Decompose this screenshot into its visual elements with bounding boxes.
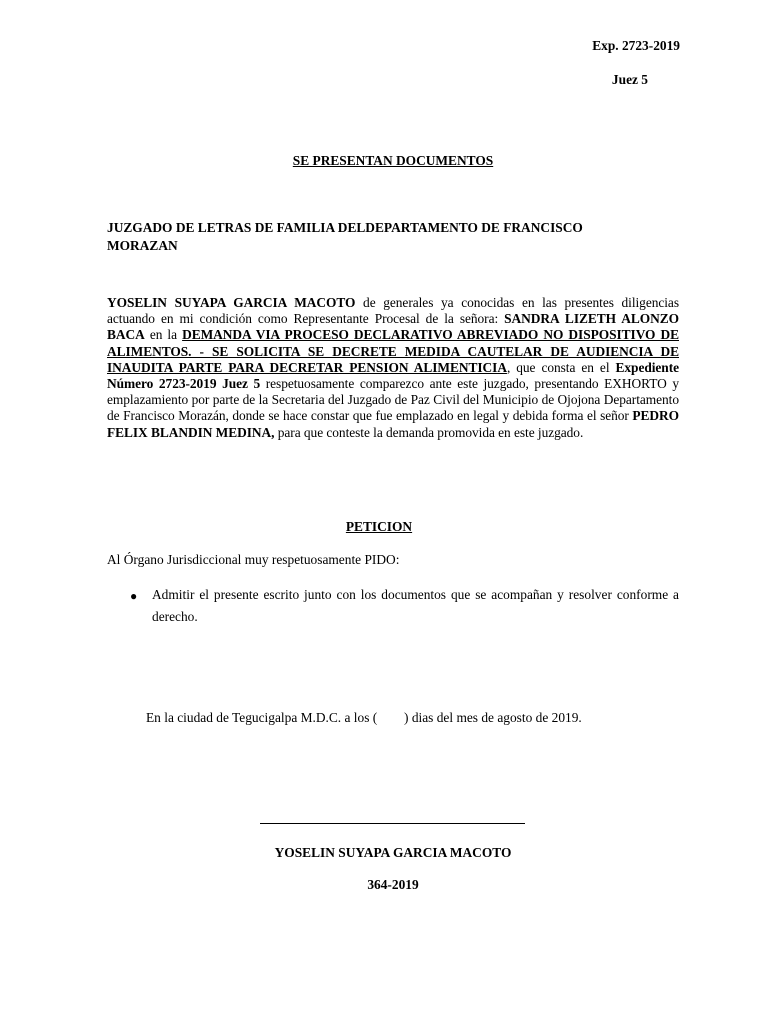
document-title: SE PRESENTAN DOCUMENTOS bbox=[292, 153, 494, 168]
petitioner-name: YOSELIN SUYAPA GARCIA MACOTO bbox=[107, 295, 356, 310]
defendant-name: PEDRO FELIX BLANDIN MEDINA, bbox=[107, 408, 679, 440]
body-text-5: para que conteste la demanda promovida en este juzgado. bbox=[274, 424, 584, 440]
represented-name: SANDRA LIZETH ALONZO BACA bbox=[107, 311, 679, 343]
signatory-name: YOSELIN SUYAPA GARCIA MACOTO bbox=[274, 845, 512, 860]
body-text-1: de generales ya conocidas en las presentes diligencias actuando en mi condición como Representante Procesal de la señora: bbox=[107, 295, 679, 327]
case-reference: Expediente Número 2723-2019 Juez 5 bbox=[107, 359, 679, 392]
body-text-3: , que consta en el bbox=[506, 359, 616, 375]
city-date: En la ciudad de Tegucigalpa M.D.C. a los ( ) dias del mes de agosto de 2019. bbox=[146, 710, 582, 725]
bullet-icon: ● bbox=[130, 589, 138, 603]
court-name-line-1: JUZGADO DE LETRAS DE FAMILIA DELDEPARTAMENTO DE FRANCISCO bbox=[107, 220, 583, 235]
peticion-heading: PETICION bbox=[345, 519, 413, 534]
court-name bbox=[107, 219, 679, 255]
peticion-intro: Al Órgano Jurisdiccional muy respetuosamente PIDO: bbox=[107, 552, 400, 567]
juez-number: Juez 5 bbox=[611, 72, 648, 87]
peticion-item: Admitir el presente escrito junto con los documentos que se acompañan y resolver conforme a derecho. bbox=[152, 587, 679, 624]
signature-line bbox=[260, 823, 525, 824]
body-paragraph bbox=[107, 295, 679, 441]
court-name-line-2: MORAZAN bbox=[107, 238, 178, 253]
body-text-4: respetuosamente comparezco ante este juzgado, presentando EXHORTO y emplazamiento por parte de la Secretaria del Juzgado de Paz Civil del Municipio de Ojojona Departamento de Francisco Morazán, donde se hace constar que fue emplazado en legal y debida forma el señor bbox=[107, 376, 679, 424]
lawsuit-type: DEMANDA VIA PROCESO DECLARATIVO ABREVIADO NO DISPOSITIVO DE ALIMENTOS. - SE SOLICITA SE DECRETE MEDIDA CAUTELAR DE AUDIENCIA DE INAUDITA PARTE PARA DECRETAR PENSION ALIMENTICIA bbox=[107, 327, 679, 375]
expediente-number: Exp. 2723-2019 bbox=[592, 38, 680, 53]
body-text-2: en la bbox=[144, 327, 183, 343]
signatory-number: 364-2019 bbox=[367, 877, 419, 892]
